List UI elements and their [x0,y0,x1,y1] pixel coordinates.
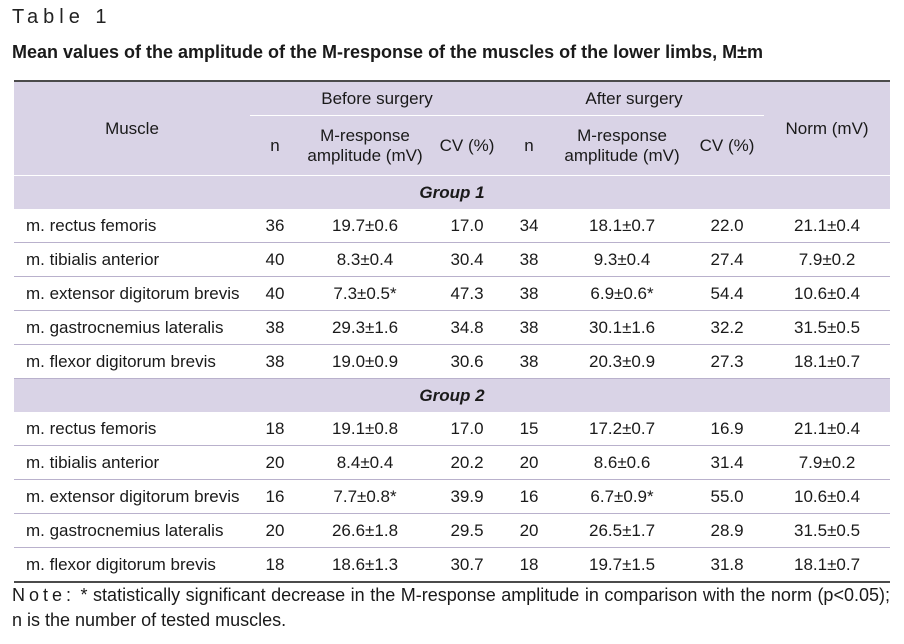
cell-cv-after: 31.4 [690,446,764,480]
cell-amp-before: 29.3±1.6 [300,311,430,345]
cell-muscle: m. extensor digitorum brevis [14,480,250,514]
cell-n-after: 38 [504,277,554,311]
cell-n-after: 18 [504,548,554,583]
cell-amp-before: 19.1±0.8 [300,412,430,446]
cell-amp-after: 18.1±0.7 [554,209,690,243]
cell-amp-after: 30.1±1.6 [554,311,690,345]
cell-cv-after: 54.4 [690,277,764,311]
cell-amp-before: 19.0±0.9 [300,345,430,379]
cell-muscle: m. flexor digitorum brevis [14,345,250,379]
header-muscle: Muscle [14,81,250,176]
cell-n-after: 34 [504,209,554,243]
cell-cv-before: 47.3 [430,277,504,311]
cell-cv-after: 16.9 [690,412,764,446]
group-label: Group 2 [14,379,890,413]
table-row [14,480,890,514]
cell-cv-before: 20.2 [430,446,504,480]
table-body [14,176,890,583]
cell-n-before: 20 [250,514,300,548]
cell-norm: 21.1±0.4 [764,209,890,243]
cell-amp-after: 26.5±1.7 [554,514,690,548]
cell-amp-before: 8.4±0.4 [300,446,430,480]
cell-amp-before: 18.6±1.3 [300,548,430,583]
table-row [14,514,890,548]
cell-norm: 18.1±0.7 [764,345,890,379]
table-row [14,209,890,243]
cell-cv-before: 34.8 [430,311,504,345]
header-amplitude-line1: M-response [577,125,667,145]
cell-n-after: 38 [504,345,554,379]
header-amplitude-after [554,116,690,176]
cell-norm: 31.5±0.5 [764,311,890,345]
cell-norm: 31.5±0.5 [764,514,890,548]
cell-amp-before: 8.3±0.4 [300,243,430,277]
table-row [14,277,890,311]
cell-muscle: m. gastrocnemius lateralis [14,311,250,345]
header-amplitude-line2: amplitude (mV) [307,145,423,165]
cell-cv-after: 31.8 [690,548,764,583]
table-label: Table 1 [12,6,112,28]
cell-amp-after: 19.7±1.5 [554,548,690,583]
cell-muscle: m. gastrocnemius lateralis [14,514,250,548]
header-amplitude-before [300,116,430,176]
group-label: Group 1 [14,176,890,210]
header-before-surgery: Before surgery [250,81,504,116]
group-row [14,176,890,210]
cell-cv-after: 28.9 [690,514,764,548]
cell-amp-after: 9.3±0.4 [554,243,690,277]
cell-norm: 7.9±0.2 [764,243,890,277]
table-row [14,243,890,277]
table-title: Mean values of the amplitude of the M-response of the muscles of the lower limbs, M±m [12,42,763,62]
cell-cv-after: 27.3 [690,345,764,379]
cell-muscle: m. tibialis anterior [14,446,250,480]
cell-n-before: 38 [250,345,300,379]
header-amplitude-line1: M-response [320,125,410,145]
table-note [12,583,890,633]
cell-n-before: 20 [250,446,300,480]
cell-cv-before: 30.6 [430,345,504,379]
cell-cv-after: 32.2 [690,311,764,345]
header-norm: Norm (mV) [764,81,890,176]
cell-amp-after: 6.7±0.9* [554,480,690,514]
header-amplitude-line2: amplitude (mV) [564,145,680,165]
cell-n-before: 18 [250,548,300,583]
header-cv-before: CV (%) [430,116,504,176]
header-after-surgery: After surgery [504,81,764,116]
cell-cv-before: 17.0 [430,412,504,446]
cell-amp-before: 7.7±0.8* [300,480,430,514]
cell-n-after: 20 [504,514,554,548]
cell-muscle: m. rectus femoris [14,209,250,243]
cell-cv-after: 55.0 [690,480,764,514]
cell-norm: 10.6±0.4 [764,480,890,514]
table-row [14,446,890,480]
cell-n-before: 16 [250,480,300,514]
cell-amp-before: 26.6±1.8 [300,514,430,548]
cell-amp-after: 17.2±0.7 [554,412,690,446]
cell-amp-after: 6.9±0.6* [554,277,690,311]
cell-cv-before: 29.5 [430,514,504,548]
cell-amp-before: 7.3±0.5* [300,277,430,311]
cell-cv-after: 22.0 [690,209,764,243]
cell-cv-after: 27.4 [690,243,764,277]
cell-amp-before: 19.7±0.6 [300,209,430,243]
cell-n-after: 16 [504,480,554,514]
cell-norm: 21.1±0.4 [764,412,890,446]
group-row [14,379,890,413]
cell-n-before: 18 [250,412,300,446]
cell-n-after: 38 [504,311,554,345]
header-n-before: n [250,116,300,176]
cell-n-before: 36 [250,209,300,243]
cell-muscle: m. flexor digitorum brevis [14,548,250,583]
cell-muscle: m. extensor digitorum brevis [14,277,250,311]
cell-n-after: 15 [504,412,554,446]
header-cv-after: CV (%) [690,116,764,176]
cell-n-before: 40 [250,243,300,277]
cell-cv-before: 30.4 [430,243,504,277]
data-table [14,80,890,583]
note-text: * statistically significant decrease in the M-response amplitude in comparison with the norm (p<0.05); n is the number of tested muscles. [12,585,890,630]
cell-n-before: 38 [250,311,300,345]
cell-amp-after: 8.6±0.6 [554,446,690,480]
cell-cv-before: 30.7 [430,548,504,583]
table-row [14,345,890,379]
cell-n-after: 20 [504,446,554,480]
cell-muscle: m. tibialis anterior [14,243,250,277]
table-row [14,412,890,446]
cell-amp-after: 20.3±0.9 [554,345,690,379]
cell-norm: 7.9±0.2 [764,446,890,480]
cell-norm: 18.1±0.7 [764,548,890,583]
cell-cv-before: 17.0 [430,209,504,243]
cell-n-after: 38 [504,243,554,277]
cell-cv-before: 39.9 [430,480,504,514]
header-n-after: n [504,116,554,176]
table-row [14,548,890,583]
cell-n-before: 40 [250,277,300,311]
cell-muscle: m. rectus femoris [14,412,250,446]
note-label: Note: [12,585,76,605]
table-row [14,311,890,345]
cell-norm: 10.6±0.4 [764,277,890,311]
